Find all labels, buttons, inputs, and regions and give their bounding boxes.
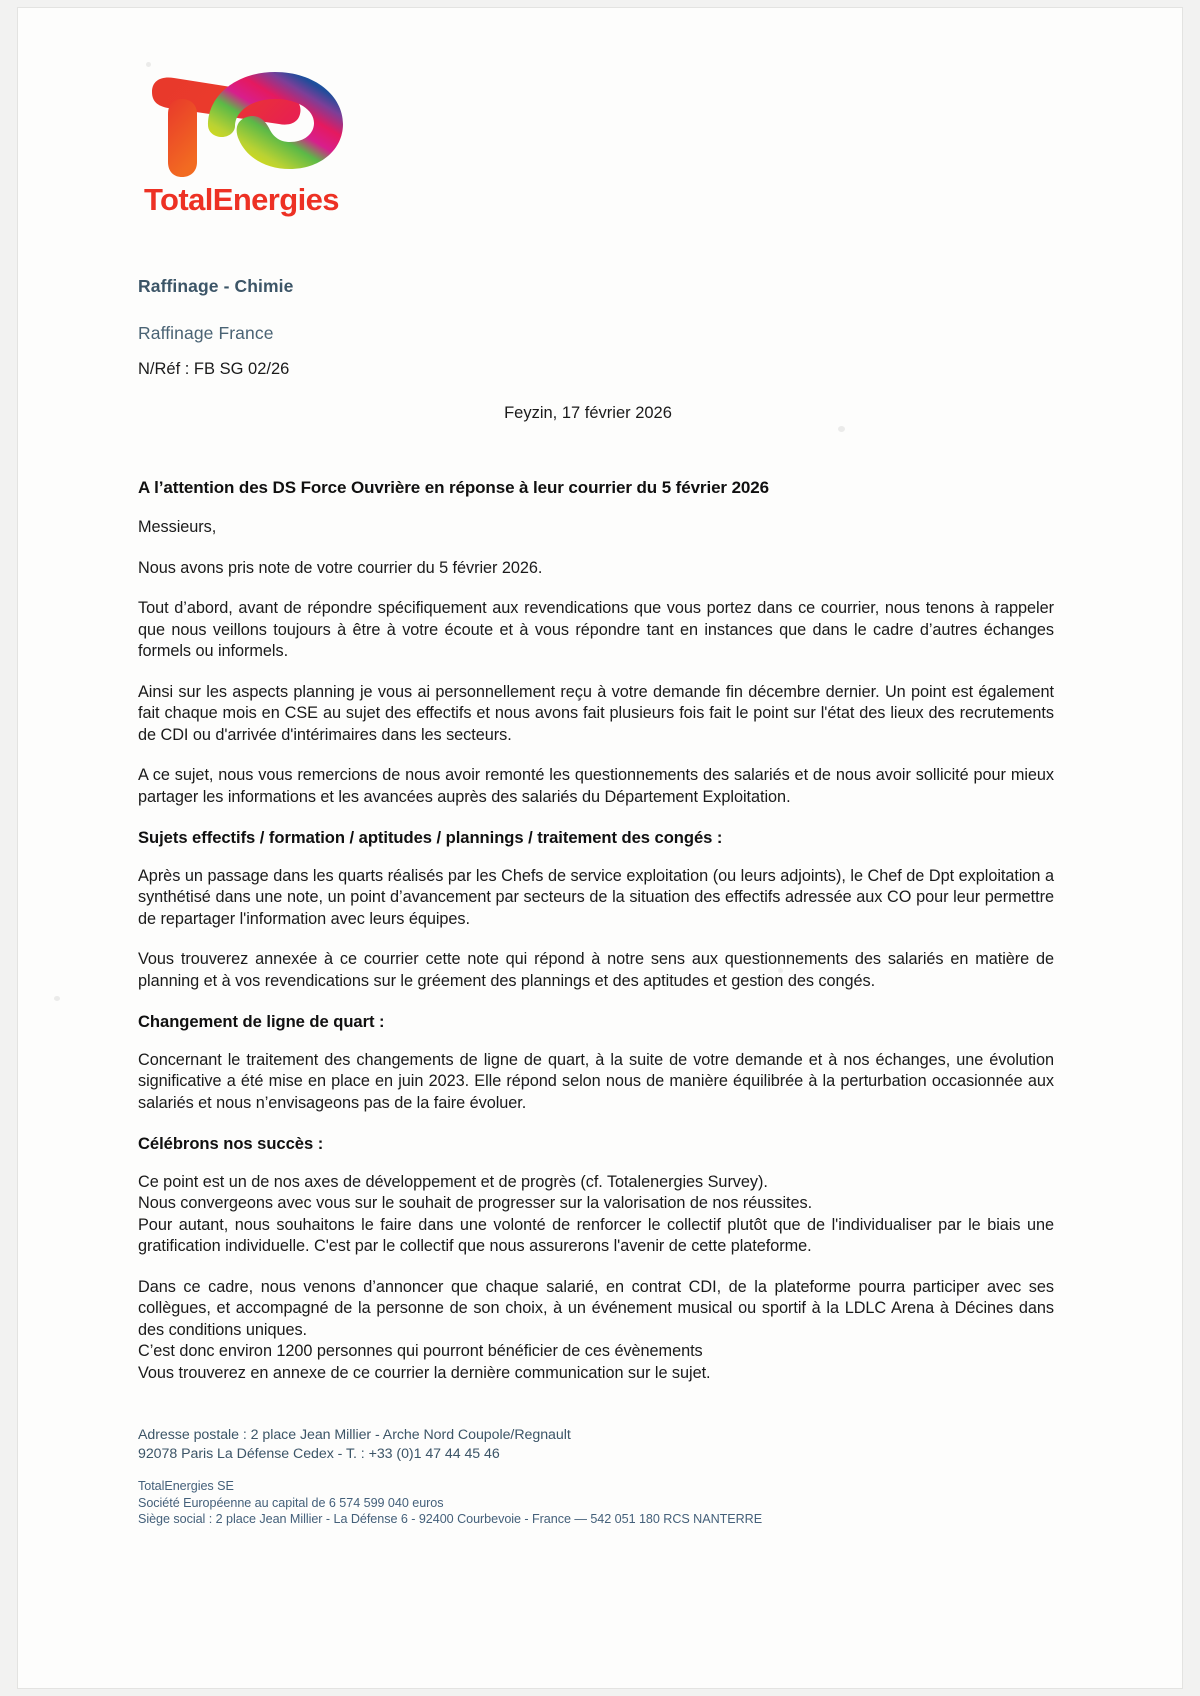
letter-page — [18, 8, 1182, 1688]
body-paragraph-group — [138, 1172, 1054, 1258]
body-paragraph-group — [138, 1277, 1054, 1385]
body-paragraph: Après un passage dans les quarts réalisés par les Chefs de service exploitation (ou leurs adjoints), le Chef de Dpt exploitation a synthétisé dans une note, un point d’avancement par secteurs de la situation des effectifs adressée aux CO pour leur permettre de repartager l'information avec leurs équipes. — [138, 866, 1054, 928]
scan-speck — [54, 996, 60, 1001]
letter-footer — [138, 1426, 1038, 1528]
section-heading: Sujets effectifs / formation / aptitudes / plannings / traitement des congés : — [138, 828, 723, 847]
section-heading: Célébrons nos succès : — [138, 1134, 324, 1153]
footer-legal-line: Siège social : 2 place Jean Millier - La Défense 6 - 92400 Courbevoie - France — 542 051 180 RCS NANTERRE — [138, 1512, 763, 1526]
header-department: Raffinage - Chimie — [138, 276, 294, 296]
body-paragraph: Ainsi sur les aspects planning je vous ai personnellement reçu à votre demande fin décembre dernier. Un point est également fait chaque mois en CSE au sujet des effectifs et nous avons fait plusieurs fois fait le point sur l'état des lieux des recrutements de CDI ou d'arrivée d'intérimaires dans les secteurs. — [138, 682, 1054, 744]
section-heading: Changement de ligne de quart : — [138, 1012, 385, 1031]
footer-legal — [138, 1478, 1038, 1528]
date-line: Feyzin, 17 février 2026 — [504, 404, 672, 422]
footer-address-line: Adresse postale : 2 place Jean Millier - Arche Nord Coupole/Regnault — [138, 1427, 571, 1443]
body-paragraph: A ce sujet, nous vous remercions de nous avoir remonté les questionnements des salariés et de nous avoir sollicité pour mieux partager les informations et les avancées auprès des salariés du Département Exploitation. — [138, 766, 1054, 806]
body-paragraph: Concernant le traitement des changements de ligne de quart, à la suite de votre demande et à nos échanges, une évolution significative a été mise en place en juin 2023. Elle répond selon nous de manière équilibrée à la perturbation occasionnée aux salariés et nous n’envisageons pas de la faire évoluer. — [138, 1050, 1054, 1112]
header-entity: Raffinage France — [138, 323, 274, 343]
totalenergies-logo — [138, 66, 368, 218]
body-line: Ce point est un de nos axes de développement et de progrès (cf. Totalenergies Survey). — [138, 1172, 768, 1191]
header-reference: N/Réf : FB SG 02/26 — [138, 360, 290, 378]
footer-legal-line: TotalEnergies SE — [138, 1479, 234, 1493]
body-line: C’est donc environ 1200 personnes qui pourront bénéficier de ces évènements — [138, 1342, 703, 1360]
footer-address — [138, 1426, 1038, 1464]
letter-blocks — [138, 558, 1054, 1385]
letter-body — [138, 517, 1054, 1403]
logo-wordmark: TotalEnergies — [144, 182, 339, 217]
footer-address-line: 92078 Paris La Défense Cedex - T. : +33 (0)1 47 44 45 46 — [138, 1446, 500, 1462]
totalenergies-te-mark — [138, 66, 350, 188]
body-line: Dans ce cadre, nous venons d’annoncer que chaque salarié, en contrat CDI, de la plateforme pourra participer avec ses collègues, et accompagné de la personne de son choix, à un événement musical ou sportif à la LDLC Arena à Décines dans des conditions uniques. — [138, 1277, 1054, 1339]
body-paragraph: Vous trouverez annexée à ce courrier cette note qui répond à notre sens aux questionnements des salariés en matière de planning et à vos revendications sur le gréement des plannings et des aptitudes et gestion des congés. — [138, 950, 1054, 990]
body-line: Vous trouverez en annexe de ce courrier la dernière communication sur le sujet. — [138, 1363, 711, 1382]
body-paragraph: Tout d’abord, avant de répondre spécifiquement aux revendications que vous portez dans ce courrier, nous tenons à rappeler que nous veillons toujours à être à votre écoute et à vous répondre tant en instances que dans le cadre d’autres échanges formels ou informels. — [138, 599, 1054, 660]
body-line: Pour autant, nous souhaitons le faire dans une volonté de renforcer le collectif plutôt que de l'individualiser par le biais une gratification individuelle. C'est par le collectif que nous assurerons l'avenir de cette plateforme. — [138, 1215, 1054, 1255]
body-line: Nous convergeons avec vous sur le souhait de progresser sur la valorisation de nos réussites. — [138, 1194, 813, 1212]
salutation: Messieurs, — [138, 518, 217, 536]
footer-legal-line: Société Européenne au capital de 6 574 599 040 euros — [138, 1495, 444, 1510]
body-paragraph: Nous avons pris note de votre courrier du 5 février 2026. — [138, 558, 543, 577]
letter-content — [126, 8, 1056, 1688]
subject-line: A l’attention des DS Force Ouvrière en réponse à leur courrier du 5 février 2026 — [138, 478, 769, 497]
